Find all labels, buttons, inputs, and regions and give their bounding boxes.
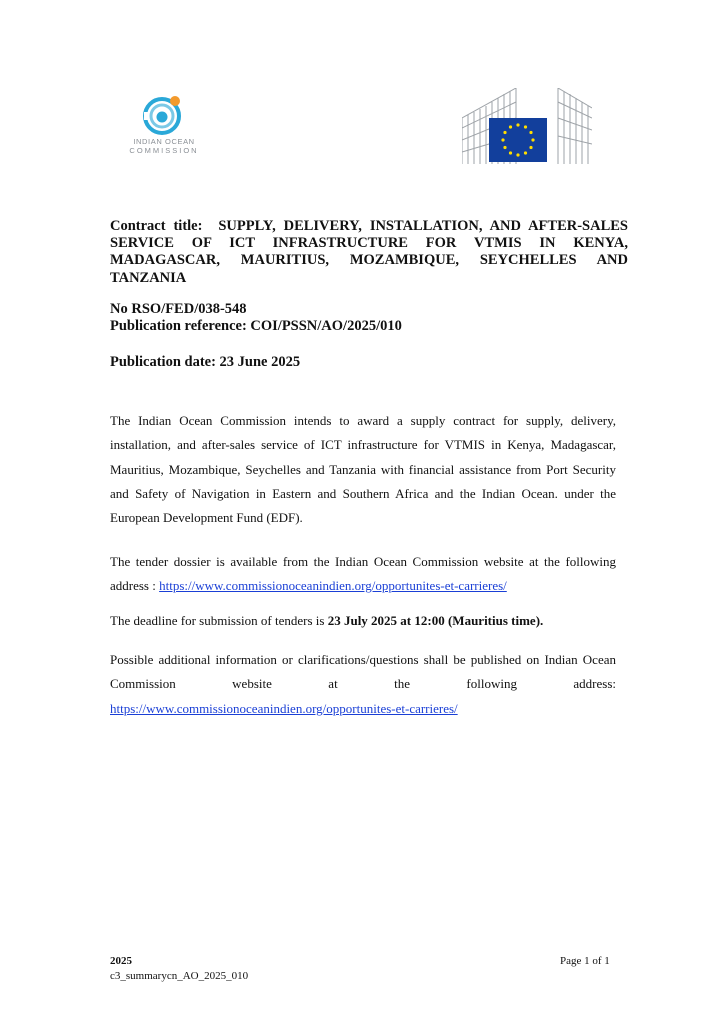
reference-block [110,301,628,335]
tender-dossier-text: The tender dossier is available from the Indian Ocean Commission website at the following address : [110,554,616,594]
additional-info-text: Possible additional information or clarifications/questions shall be published on Indian Ocean Commission website at the following address: [110,652,616,692]
contract-title-text: SUPPLY, DELIVERY, INSTALLATION, AND AFTER-SALES SERVICE OF ICT INFRASTRUCTURE FOR VTMIS IN KENYA, MADAGASCAR, MAURITIUS, MOZAMBIQUE, SEYCHELLES AND TANZANIA [110,218,628,286]
european-commission-logo [462,88,592,164]
tender-dossier-paragraph [110,550,616,599]
deadline-date: 23 July 2025 at 12:00 [327,613,445,628]
deadline-paragraph [110,609,616,633]
additional-info-link[interactable]: https://www.commissionoceanindien.org/opportunites-et-carrieres/ [110,700,458,716]
intro-paragraph: The Indian Ocean Commission intends to award a supply contract for supply, delivery, installation, and after-sales service of ICT infrastructure for VTMIS in Kenya, Madagascar, Mauritius, Mozambique, Seychelles and Tanzania with financial assistance from Port Security and Safety of Navigation in Eastern and Southern Africa and the Indian Ocean. under the European Development Fund (EDF). [110,413,616,526]
footer-filename: c3_summarycn_AO_2025_010 [110,970,249,982]
tender-dossier-link[interactable]: https://www.commissionoceanindien.org/opportunites-et-carrieres/ [159,578,507,594]
indian-ocean-commission-logo [142,92,186,136]
contract-title [110,218,628,287]
deadline-text: The deadline for submission of tenders is [110,613,328,628]
footer-year: 2025 [110,955,132,967]
ioc-name-line1: INDIAN OCEAN [133,137,195,146]
page-number: Page 1 of 1 [560,955,610,967]
publication-date: Publication date: 23 June 2025 [110,354,301,370]
additional-info-paragraph [110,648,616,721]
publication-reference: Publication reference: COI/PSSN/AO/2025/010 [110,318,402,334]
ioc-name-line2: COMMISSION [129,146,199,155]
contract-number: No RSO/FED/038-548 [110,301,247,317]
ioc-logo-text [112,137,216,155]
contract-title-label: Contract title: [110,218,203,234]
deadline-timezone: (Mauritius time). [447,613,544,628]
